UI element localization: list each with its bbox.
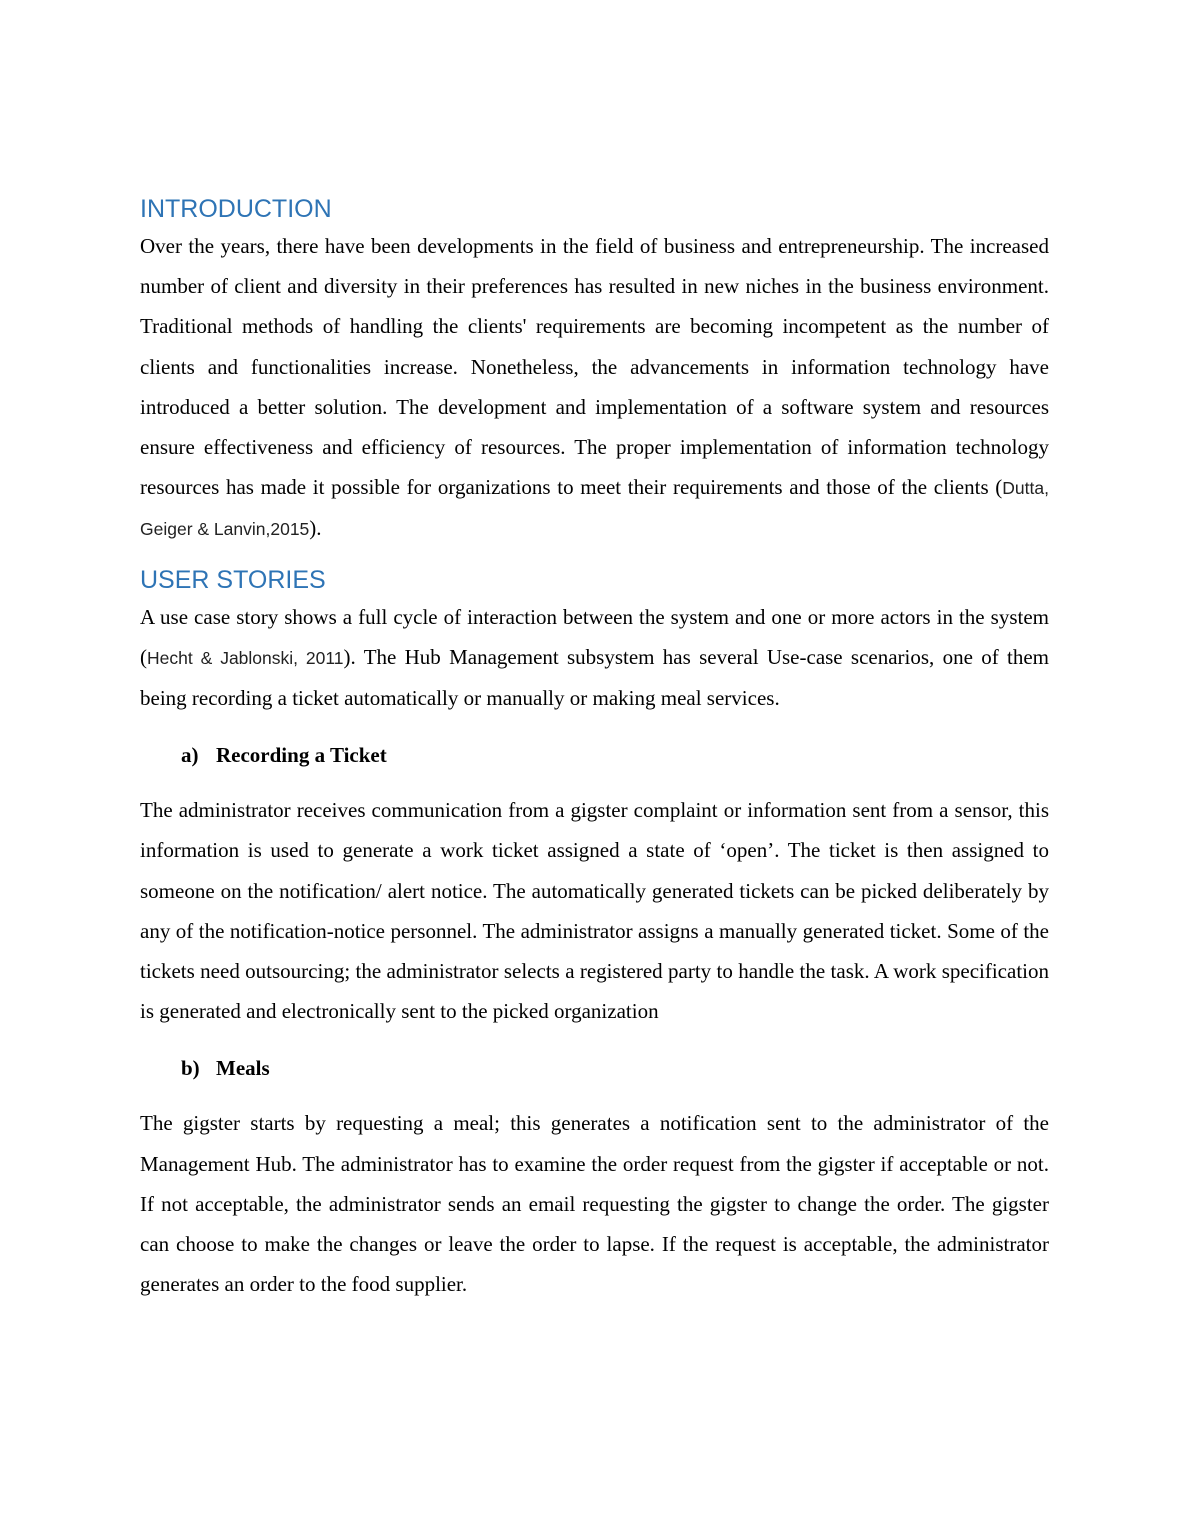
spacer bbox=[140, 718, 1049, 738]
introduction-heading: INTRODUCTION bbox=[140, 195, 332, 223]
spacer bbox=[140, 772, 1049, 790]
user-stories-citation: Hecht & Jablonski, 2011 bbox=[147, 647, 344, 668]
user-stories-text: A use case story shows a full cycle of interaction between the system and one or more actors in the system ( bbox=[140, 604, 1049, 669]
recording-ticket-marker: a) bbox=[181, 743, 199, 768]
user-stories-text-end: ). The Hub Management subsystem has several Use-case scenarios, one of them being recording a ticket automatically or manually or making meal services. bbox=[140, 644, 1049, 711]
introduction-text-end: ). bbox=[309, 516, 322, 541]
meals-title: Meals bbox=[216, 1056, 270, 1081]
document-page bbox=[140, 192, 1049, 1304]
user-stories-paragraph bbox=[140, 597, 1049, 719]
introduction-citation: Dutta, Geiger & Lanvin,2015 bbox=[140, 478, 1049, 540]
spacer bbox=[140, 550, 1049, 563]
spacer bbox=[140, 1085, 1049, 1103]
spacer bbox=[140, 1031, 1049, 1051]
meals-marker: b) bbox=[181, 1056, 200, 1081]
recording-ticket-heading bbox=[140, 738, 1049, 772]
meals-paragraph: The gigster starts by requesting a meal; this generates a notification sent to the administrator of the Management Hub. The administrator has to examine the order request from the gigster if acceptable or not. If not acceptable, the administrator sends an email requesting the gigster to change the order. The gigster can choose to make the changes or leave the order to lapse. If the request is acceptable, the administrator generates an order to the food supplier. bbox=[140, 1111, 1049, 1297]
meals-heading bbox=[140, 1051, 1049, 1085]
introduction-paragraph bbox=[140, 226, 1049, 550]
recording-ticket-paragraph: The administrator receives communication from a gigster complaint or information sent from a sensor, this information is used to generate a work ticket assigned a state of ‘open’. The ticket is then assigned to someone on the notification/ alert notice. The automatically generated tickets can be picked deliberately by any of the notification-notice personnel. The administrator assigns a manually generated ticket. Some of the tickets need outsourcing; the administrator selects a registered party to handle the task. A work specification is generated and electronically sent to the picked organization bbox=[140, 798, 1049, 1024]
user-stories-heading: USER STORIES bbox=[140, 565, 326, 594]
recording-ticket-title: Recording a Ticket bbox=[216, 743, 387, 768]
introduction-text: Over the years, there have been developments in the field of business and entrepreneurship. The increased number of client and diversity in their preferences has resulted in new niches in the business environment. Traditional methods of handling the clients' requirements are becoming incompetent as the number of clients and functionalities increase. Nonetheless, the advancements in information technology have introduced a better solution. The development and implementation of a software system and resources ensure effectiveness and efficiency of resources. The proper implementation of information technology resources has made it possible for organizations to meet their requirements and those of the clients ( bbox=[140, 234, 1049, 500]
